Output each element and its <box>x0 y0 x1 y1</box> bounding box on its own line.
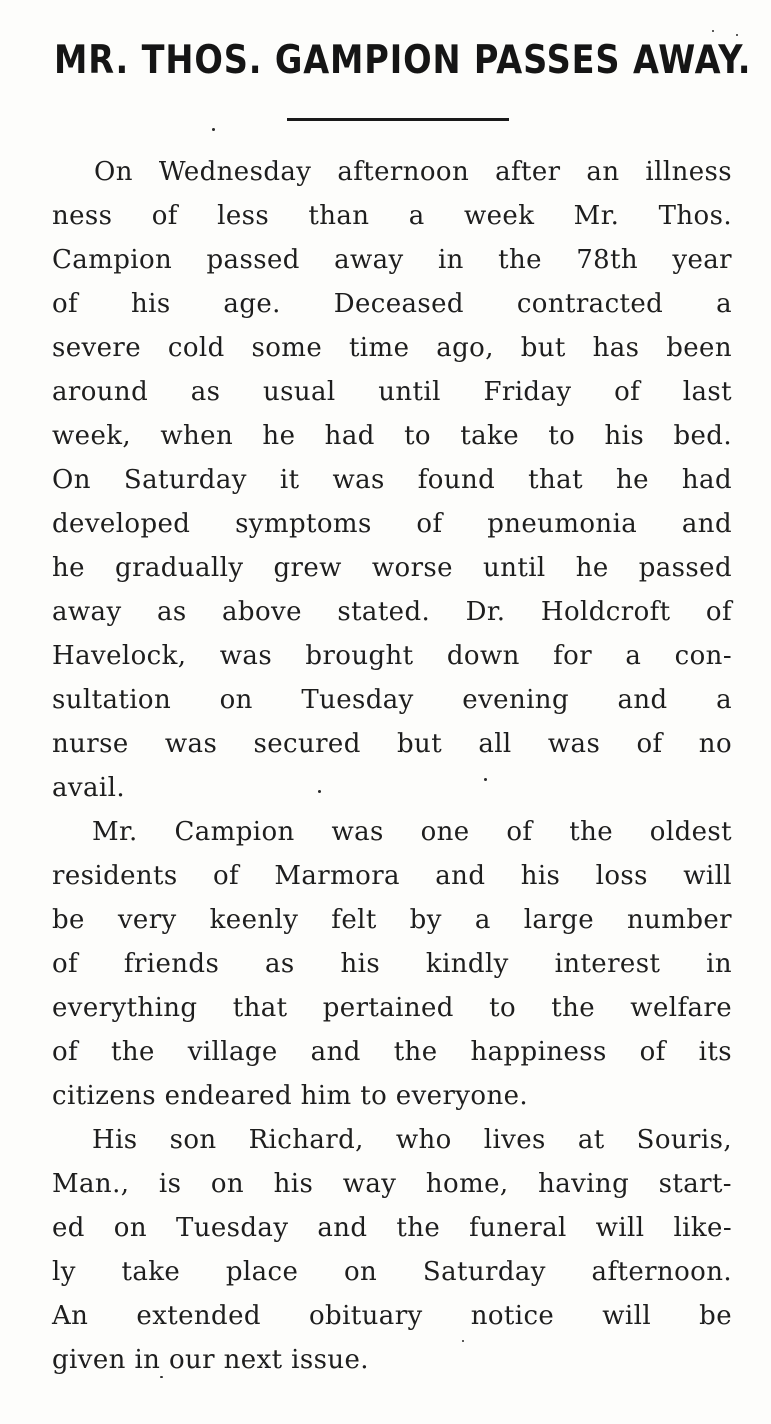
text-line: Man., is on his way home, having start- <box>52 1169 732 1199</box>
text-line: he gradually grew worse until he passed <box>52 553 732 583</box>
text-line: around as usual until Friday of last <box>52 377 732 407</box>
text-line: developed symptoms of pneumonia and <box>52 509 732 539</box>
text-line: sultation on Tuesday evening and a <box>52 685 732 715</box>
print-speck <box>736 34 738 36</box>
text-line: Mr. Campion was one of the oldest <box>92 817 732 847</box>
paragraph-2 <box>52 810 732 1118</box>
text-line: ness of less than a week Mr. Thos. <box>52 201 732 231</box>
article-body <box>52 150 732 1382</box>
text-line: of his age. Deceased contracted a <box>52 289 732 319</box>
text-line: be very keenly felt by a large number <box>52 905 732 935</box>
text-line: away as above stated. Dr. Holdcroft of <box>52 597 732 627</box>
text-line: of friends as his kindly interest in <box>52 949 732 979</box>
text-line: ly take place on Saturday afternoon. <box>52 1257 732 1287</box>
text-line: avail. <box>52 773 125 803</box>
text-line: citizens endeared him to everyone. <box>52 1081 529 1111</box>
text-line: On Saturday it was found that he had <box>52 465 732 495</box>
text-line: week, when he had to take to his bed. <box>52 421 732 451</box>
headline: MR. THOS. GAMPION PASSES AWAY. <box>53 38 752 83</box>
text-line: ed on Tuesday and the funeral will like- <box>52 1213 732 1243</box>
print-speck <box>160 1376 163 1378</box>
text-line: His son Richard, who lives at Souris, <box>92 1125 732 1155</box>
text-line: residents of Marmora and his loss will <box>52 861 732 891</box>
headline-rule <box>287 118 509 121</box>
print-speck <box>212 128 215 131</box>
text-line: nurse was secured but all was of no <box>52 729 732 759</box>
text-line: An extended obituary notice will be <box>52 1301 732 1331</box>
print-speck <box>712 30 714 32</box>
text-line: Campion passed away in the 78th year <box>52 245 732 275</box>
text-line: of the village and the happiness of its <box>52 1037 732 1067</box>
paragraph-3 <box>52 1118 732 1382</box>
text-line: Havelock, was brought down for a con- <box>52 641 732 671</box>
paragraph-1 <box>52 150 732 810</box>
text-line: On Wednesday afternoon after an illness <box>94 157 732 187</box>
print-speck <box>484 778 487 781</box>
text-line: given in our next issue. <box>52 1345 369 1375</box>
print-speck <box>318 790 321 793</box>
text-line: severe cold some time ago, but has been <box>52 333 732 363</box>
text-line: everything that pertained to the welfare <box>52 993 732 1023</box>
print-speck <box>462 1340 464 1342</box>
